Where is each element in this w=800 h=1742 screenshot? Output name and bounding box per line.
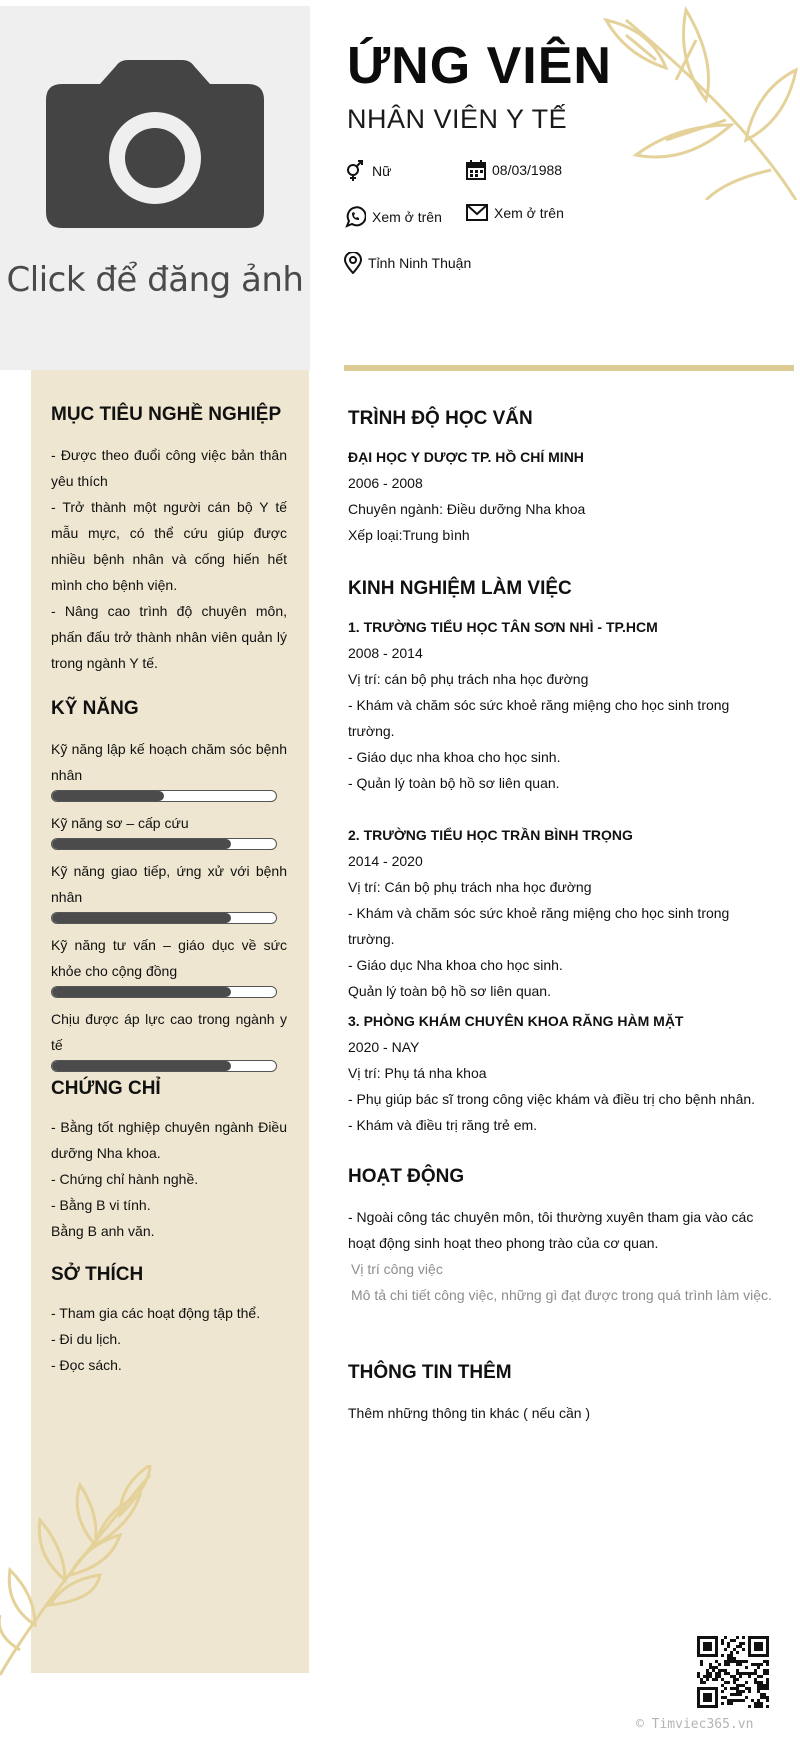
skill-item xyxy=(51,932,287,998)
phone-value[interactable]: Xem ở trên xyxy=(372,209,442,225)
education-school: ĐẠI HỌC Y DƯỢC TP. HỒ CHÍ MINH xyxy=(348,449,584,465)
job-line: - Phụ giúp bác sĩ trong công việc khám và điều trị cho bệnh nhân. xyxy=(348,1091,756,1107)
job-entry xyxy=(348,822,778,1004)
candidate-name: ỨNG VIÊN xyxy=(347,37,612,95)
section-title: KINH NGHIỆM LÀM VIỆC xyxy=(348,578,572,599)
skill-label: Kỹ năng tư vấn – giáo dục về sức khỏe cho cộng đồng xyxy=(51,937,287,979)
email-value[interactable]: Xem ở trên xyxy=(494,205,564,221)
candidate-role: NHÂN VIÊN Y TẾ xyxy=(347,104,568,134)
skill-item xyxy=(51,1006,287,1072)
skill-level-bar xyxy=(51,838,277,850)
job-line: Vị trí: Phụ tá nha khoa xyxy=(348,1065,487,1081)
additional-info-text[interactable]: Thêm những thông tin khác ( nếu cần ) xyxy=(348,1405,591,1421)
job-entry xyxy=(348,1008,778,1138)
activities-text: - Ngoài công tác chuyên môn, tôi thường xuyên tham gia vào các hoạt động sinh hoạt theo phong trào của cơ quan. xyxy=(348,1209,754,1251)
job-company: 1. TRƯỜNG TIỂU HỌC TÂN SƠN NHÌ - TP.HCM xyxy=(348,619,658,635)
job-line: - Giáo dục nha khoa cho học sinh. xyxy=(348,749,561,765)
job-line: - Khám và điều trị răng trẻ em. xyxy=(348,1117,538,1133)
skill-item xyxy=(51,810,287,850)
job-company: 3. PHÒNG KHÁM CHUYÊN KHOA RĂNG HÀM MẶT xyxy=(348,1013,684,1029)
job-period: 2014 - 2020 xyxy=(348,853,423,869)
certificate-line: - Bằng tốt nghiệp chuyên ngành Điều dưỡng Nha khoa. xyxy=(51,1119,287,1161)
skill-level-fill xyxy=(52,913,231,923)
education-period: 2006 - 2008 xyxy=(348,475,423,491)
job-line: - Quản lý toàn bộ hồ sơ liên quan. xyxy=(348,775,560,791)
skill-item xyxy=(51,736,287,802)
certificates-section xyxy=(51,1078,287,1244)
leaf-decoration-icon xyxy=(556,0,800,200)
education-section xyxy=(348,408,778,548)
skill-level-fill xyxy=(52,791,164,801)
objective-line: - Được theo đuổi công việc bản thân yêu thích xyxy=(51,447,287,489)
leaf-branch-icon xyxy=(0,1465,170,1685)
job-period: 2020 - NAY xyxy=(348,1039,420,1055)
hobby-line: - Tham gia các hoạt động tập thể. xyxy=(51,1305,261,1321)
job-period: 2008 - 2014 xyxy=(348,645,423,661)
header-divider xyxy=(344,365,794,371)
section-title: KỸ NĂNG xyxy=(51,698,139,719)
skill-level-bar xyxy=(51,1060,277,1072)
skill-level-fill xyxy=(52,987,231,997)
activity-position-placeholder[interactable]: Vị trí công việc xyxy=(351,1261,443,1277)
job-line: Quản lý toàn bộ hồ sơ liên quan. xyxy=(348,983,551,999)
birthday-value: 08/03/1988 xyxy=(492,162,563,178)
section-title: HOẠT ĐỘNG xyxy=(348,1166,465,1187)
address-value: Tỉnh Ninh Thuận xyxy=(368,255,472,271)
activity-description-placeholder[interactable]: Mô tả chi tiết công việc, những gì đạt được trong quá trình làm việc. xyxy=(351,1287,772,1303)
certificate-line: - Chứng chỉ hành nghề. xyxy=(51,1171,199,1187)
certificate-line: Bằng B anh văn. xyxy=(51,1223,155,1239)
skills-section xyxy=(51,698,287,1080)
experience-section xyxy=(348,578,778,1138)
qr-code-icon xyxy=(697,1636,769,1708)
gender-value: Nữ xyxy=(372,163,392,179)
email-info xyxy=(466,204,564,222)
gender-info xyxy=(344,160,391,182)
education-grade: Xếp loại:Trung bình xyxy=(348,527,470,543)
job-line: - Giáo dục Nha khoa cho học sinh. xyxy=(348,957,563,973)
gender-icon xyxy=(344,160,366,182)
section-title: MỤC TIÊU NGHỀ NGHIỆP xyxy=(51,404,282,425)
phone-info xyxy=(344,206,442,228)
section-title: TRÌNH ĐỘ HỌC VẤN xyxy=(348,408,533,429)
hobby-line: - Đi du lịch. xyxy=(51,1331,122,1347)
section-title: CHỨNG CHỈ xyxy=(51,1078,161,1099)
photo-upload-label: Click để đăng ảnh xyxy=(6,260,304,300)
birthday-info xyxy=(466,160,562,180)
skill-level-fill xyxy=(52,1061,231,1071)
hobby-line: - Đọc sách. xyxy=(51,1357,122,1373)
skill-label: Kỹ năng lập kế hoạch chăm sóc bệnh nhân xyxy=(51,741,287,783)
calendar-icon xyxy=(466,160,486,180)
skill-level-bar xyxy=(51,790,277,802)
section-title: SỞ THÍCH xyxy=(51,1264,144,1285)
skill-level-bar xyxy=(51,986,277,998)
copyright-text: © Timviec365.vn xyxy=(636,1717,754,1732)
job-line: Vị trí: Cán bộ phụ trách nha học đường xyxy=(348,879,592,895)
job-line: - Khám và chăm sóc sức khoẻ răng miệng cho học sinh trong trường. xyxy=(348,697,730,739)
additional-info-section xyxy=(348,1362,778,1426)
skill-level-fill xyxy=(52,839,231,849)
objective-line: - Nâng cao trình độ chuyên môn, phấn đấu trở thành nhân viên quản lý trong ngành Y tế. xyxy=(51,603,287,671)
skill-level-bar xyxy=(51,912,277,924)
skill-label: Chịu được áp lực cao trong ngành y tế xyxy=(51,1011,287,1053)
email-icon xyxy=(466,204,488,222)
job-line: Vị trí: cán bộ phụ trách nha học đường xyxy=(348,671,589,687)
location-pin-icon xyxy=(344,252,362,274)
phone-icon xyxy=(344,206,366,228)
camera-icon xyxy=(44,58,266,232)
hobbies-section xyxy=(51,1264,287,1378)
job-company: 2. TRƯỜNG TIỂU HỌC TRẦN BÌNH TRỌNG xyxy=(348,827,633,843)
job-entry xyxy=(348,614,778,796)
certificate-line: - Bằng B vi tính. xyxy=(51,1197,151,1213)
skill-label: Kỹ năng sơ – cấp cứu xyxy=(51,815,189,831)
skill-item xyxy=(51,858,287,924)
skill-label: Kỹ năng giao tiếp, ứng xử với bệnh nhân xyxy=(51,863,287,905)
education-major: Chuyên ngành: Điều dưỡng Nha khoa xyxy=(348,501,586,517)
activities-section xyxy=(348,1166,778,1308)
address-info xyxy=(344,252,471,274)
photo-upload[interactable] xyxy=(0,6,310,370)
objective-line: - Trở thành một người cán bộ Y tế mẫu mực, có thể cứu giúp được nhiều bệnh nhân và cống hiến hết mình cho bệnh viện. xyxy=(51,499,287,593)
section-title: THÔNG TIN THÊM xyxy=(348,1362,512,1383)
job-line: - Khám và chăm sóc sức khoẻ răng miệng cho học sinh trong trường. xyxy=(348,905,730,947)
objective-section xyxy=(51,404,287,676)
